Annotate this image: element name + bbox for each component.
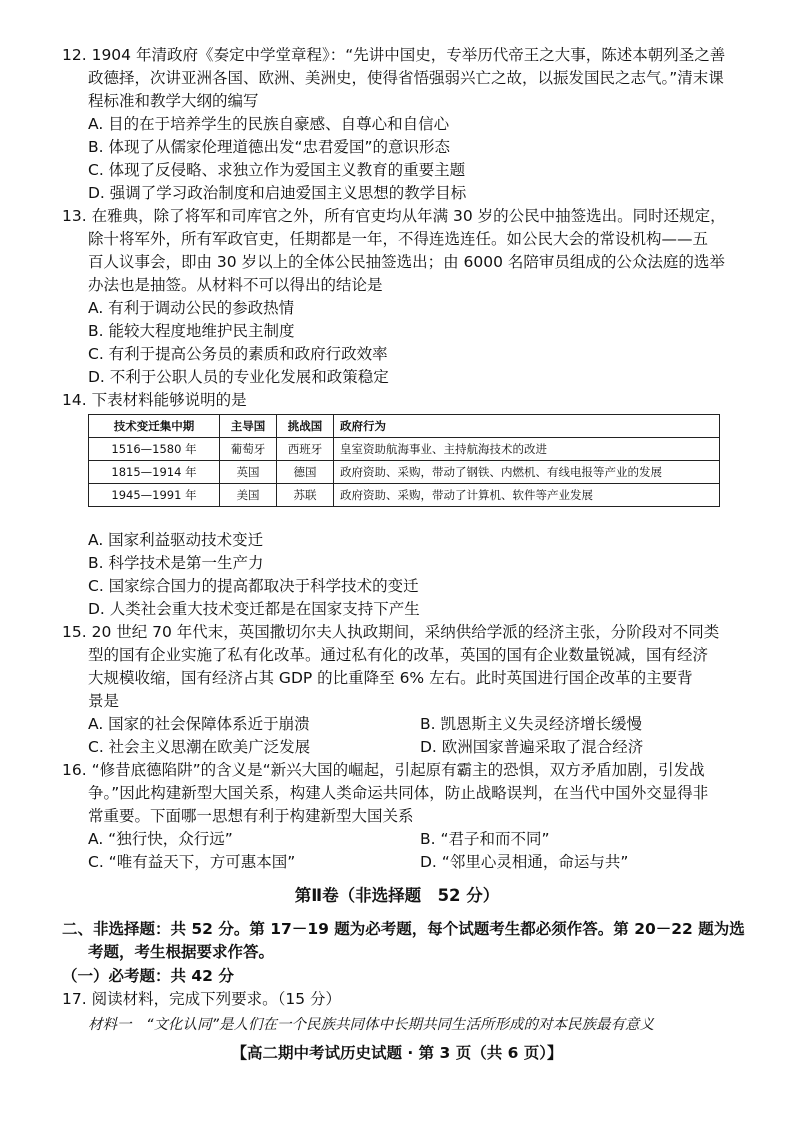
q15-option-a: A. 国家的社会保障体系近于崩溃	[88, 715, 310, 733]
q16-stem-line-1: 16. “修昔底德陷阱”的含义是“新兴大国的崛起，引起原有霸主的恐惧，双方矛盾加剧，引发战	[62, 761, 705, 779]
q13-stem-line-1: 13. 在雅典，除了将军和司库官之外，所有官吏均从年满 30 岁的公民中抽签选出。同时还规定，	[62, 207, 726, 225]
q13-stem-line-2: 除十将军外，所有军政官吏，任期都是一年，不得连选连任。如公民大会的常设机构——五	[88, 230, 709, 248]
q13-option-b: B. 能较大程度地维护民主制度	[88, 322, 295, 340]
q12-option-c: C. 体现了反侵略、求独立作为爱国主义教育的重要主题	[88, 161, 466, 179]
q17-material-1: 材料一 “文化认同”是人们在一个民族共同体中长期共同生活所形成的对本民族最有意义	[88, 1017, 655, 1033]
table-cell-leader: 葡萄牙	[220, 438, 277, 461]
required-questions-heading: （一）必考题：共 42 分	[62, 967, 234, 985]
q16-option-d: D. “邻里心灵相通，命运与共”	[420, 853, 629, 871]
q13-stem-line-3: 百人议事会，即由 30 岁以上的全体公民抽签选出；由 6000 名陪审员组成的公众法庭的选举	[88, 253, 725, 271]
table-row	[89, 461, 720, 484]
q16-stem-line-2: 争。”因此构建新型大国关系，构建人类命运共同体，防止战略误判，在当代中国外交显得非	[88, 784, 709, 802]
table-row	[89, 484, 720, 507]
q16-stem-line-3: 常重要。下面哪一思想有利于构建新型大国关系	[88, 807, 414, 825]
section-2-intro-line-2: 考题，考生根据要求作答。	[88, 943, 275, 961]
table-cell-period: 1516—1580 年	[89, 438, 220, 461]
table-cell-leader: 英国	[220, 461, 277, 484]
table-cell-leader: 美国	[220, 484, 277, 507]
table-header-leader: 主导国	[220, 415, 277, 438]
page-footer: 【高二期中考试历史试题 · 第 3 页（共 6 页）】	[231, 1044, 563, 1062]
q12-stem-line-1: 12. 1904 年清政府《奏定中学堂章程》：“先讲中国史，专举历代帝王之大事，陈述本朝列圣之善	[62, 46, 726, 64]
q17-stem: 17. 阅读材料，完成下列要求。（15 分）	[62, 990, 341, 1008]
table-cell-challenger: 西班牙	[277, 438, 334, 461]
table-cell-period: 1945—1991 年	[89, 484, 220, 507]
q14-option-a: A. 国家利益驱动技术变迁	[88, 531, 264, 549]
q15-stem-line-3: 大规模收缩，国有经济占其 GDP 的比重降至 6% 左右。此时英国进行国企改革的主要背	[88, 669, 693, 687]
table-cell-challenger: 苏联	[277, 484, 334, 507]
q16-option-b: B. “君子和而不同”	[420, 830, 550, 848]
table-header-period: 技术变迁集中期	[89, 415, 220, 438]
q12-stem-line-2: 政德择，次讲亚洲各国、欧洲、美洲史，使得省悟强弱兴亡之故，以振发国民之志气。”清末课	[88, 69, 724, 87]
q13-option-a: A. 有利于调动公民的参政热情	[88, 299, 295, 317]
section-2-title: 第Ⅱ卷（非选择题 52 分）	[294, 886, 500, 905]
q12-option-a: A. 目的在于培养学生的民族自豪感、自尊心和自信心	[88, 115, 450, 133]
q15-option-c: C. 社会主义思潮在欧美广泛发展	[88, 738, 311, 756]
table-cell-challenger: 德国	[277, 461, 334, 484]
q13-option-d: D. 不利于公职人员的专业化发展和政策稳定	[88, 368, 389, 386]
table-cell-period: 1815—1914 年	[89, 461, 220, 484]
table-header-challenger: 挑战国	[277, 415, 334, 438]
table-header-government-action: 政府行为	[334, 415, 720, 438]
table-row	[89, 438, 720, 461]
q14-option-d: D. 人类社会重大技术变迁都是在国家支持下产生	[88, 600, 420, 618]
q16-option-c: C. “唯有益天下，方可惠本国”	[88, 853, 296, 871]
q13-option-c: C. 有利于提高公务员的素质和政府行政效率	[88, 345, 388, 363]
q12-option-d: D. 强调了学习政治制度和启迪爱国主义思想的教学目标	[88, 184, 467, 202]
q14-material-table	[88, 414, 720, 507]
q15-option-b: B. 凯恩斯主义失灵经济增长缓慢	[420, 715, 642, 733]
table-cell-government-action: 皇室资助航海事业、主持航海技术的改进	[334, 438, 720, 461]
q14-stem: 14. 下表材料能够说明的是	[62, 391, 247, 409]
q12-stem-line-3: 程标准和教学大纲的编写	[88, 92, 259, 110]
q14-option-c: C. 国家综合国力的提高都取决于科学技术的变迁	[88, 577, 419, 595]
table-cell-government-action: 政府资助、采购，带动了钢铁、内燃机、有线电报等产业的发展	[334, 461, 720, 484]
q13-stem-line-4: 办法也是抽签。从材料不可以得出的结论是	[88, 276, 383, 294]
q15-stem-line-1: 15. 20 世纪 70 年代末，英国撒切尔夫人执政期间，采纳供给学派的经济主张，分阶段对不同类	[62, 623, 720, 641]
q16-option-a: A. “独行快，众行远”	[88, 830, 233, 848]
table-cell-government-action: 政府资助、采购，带动了计算机、软件等产业发展	[334, 484, 720, 507]
q15-stem-line-4: 景是	[88, 692, 120, 710]
q15-option-d: D. 欧洲国家普遍采取了混合经济	[420, 738, 644, 756]
section-2-intro-line-1: 二、非选择题：共 52 分。第 17－19 题为必考题，每个试题考生都必须作答。第 20－22 题为选	[62, 920, 745, 938]
q12-option-b: B. 体现了从儒家伦理道德出发“忠君爱国”的意识形态	[88, 138, 451, 156]
table-header-row	[89, 415, 720, 438]
q15-stem-line-2: 型的国有企业实施了私有化改革。通过私有化的改革，英国的国有企业数量锐减，国有经济	[88, 646, 709, 664]
q14-option-b: B. 科学技术是第一生产力	[88, 554, 264, 572]
